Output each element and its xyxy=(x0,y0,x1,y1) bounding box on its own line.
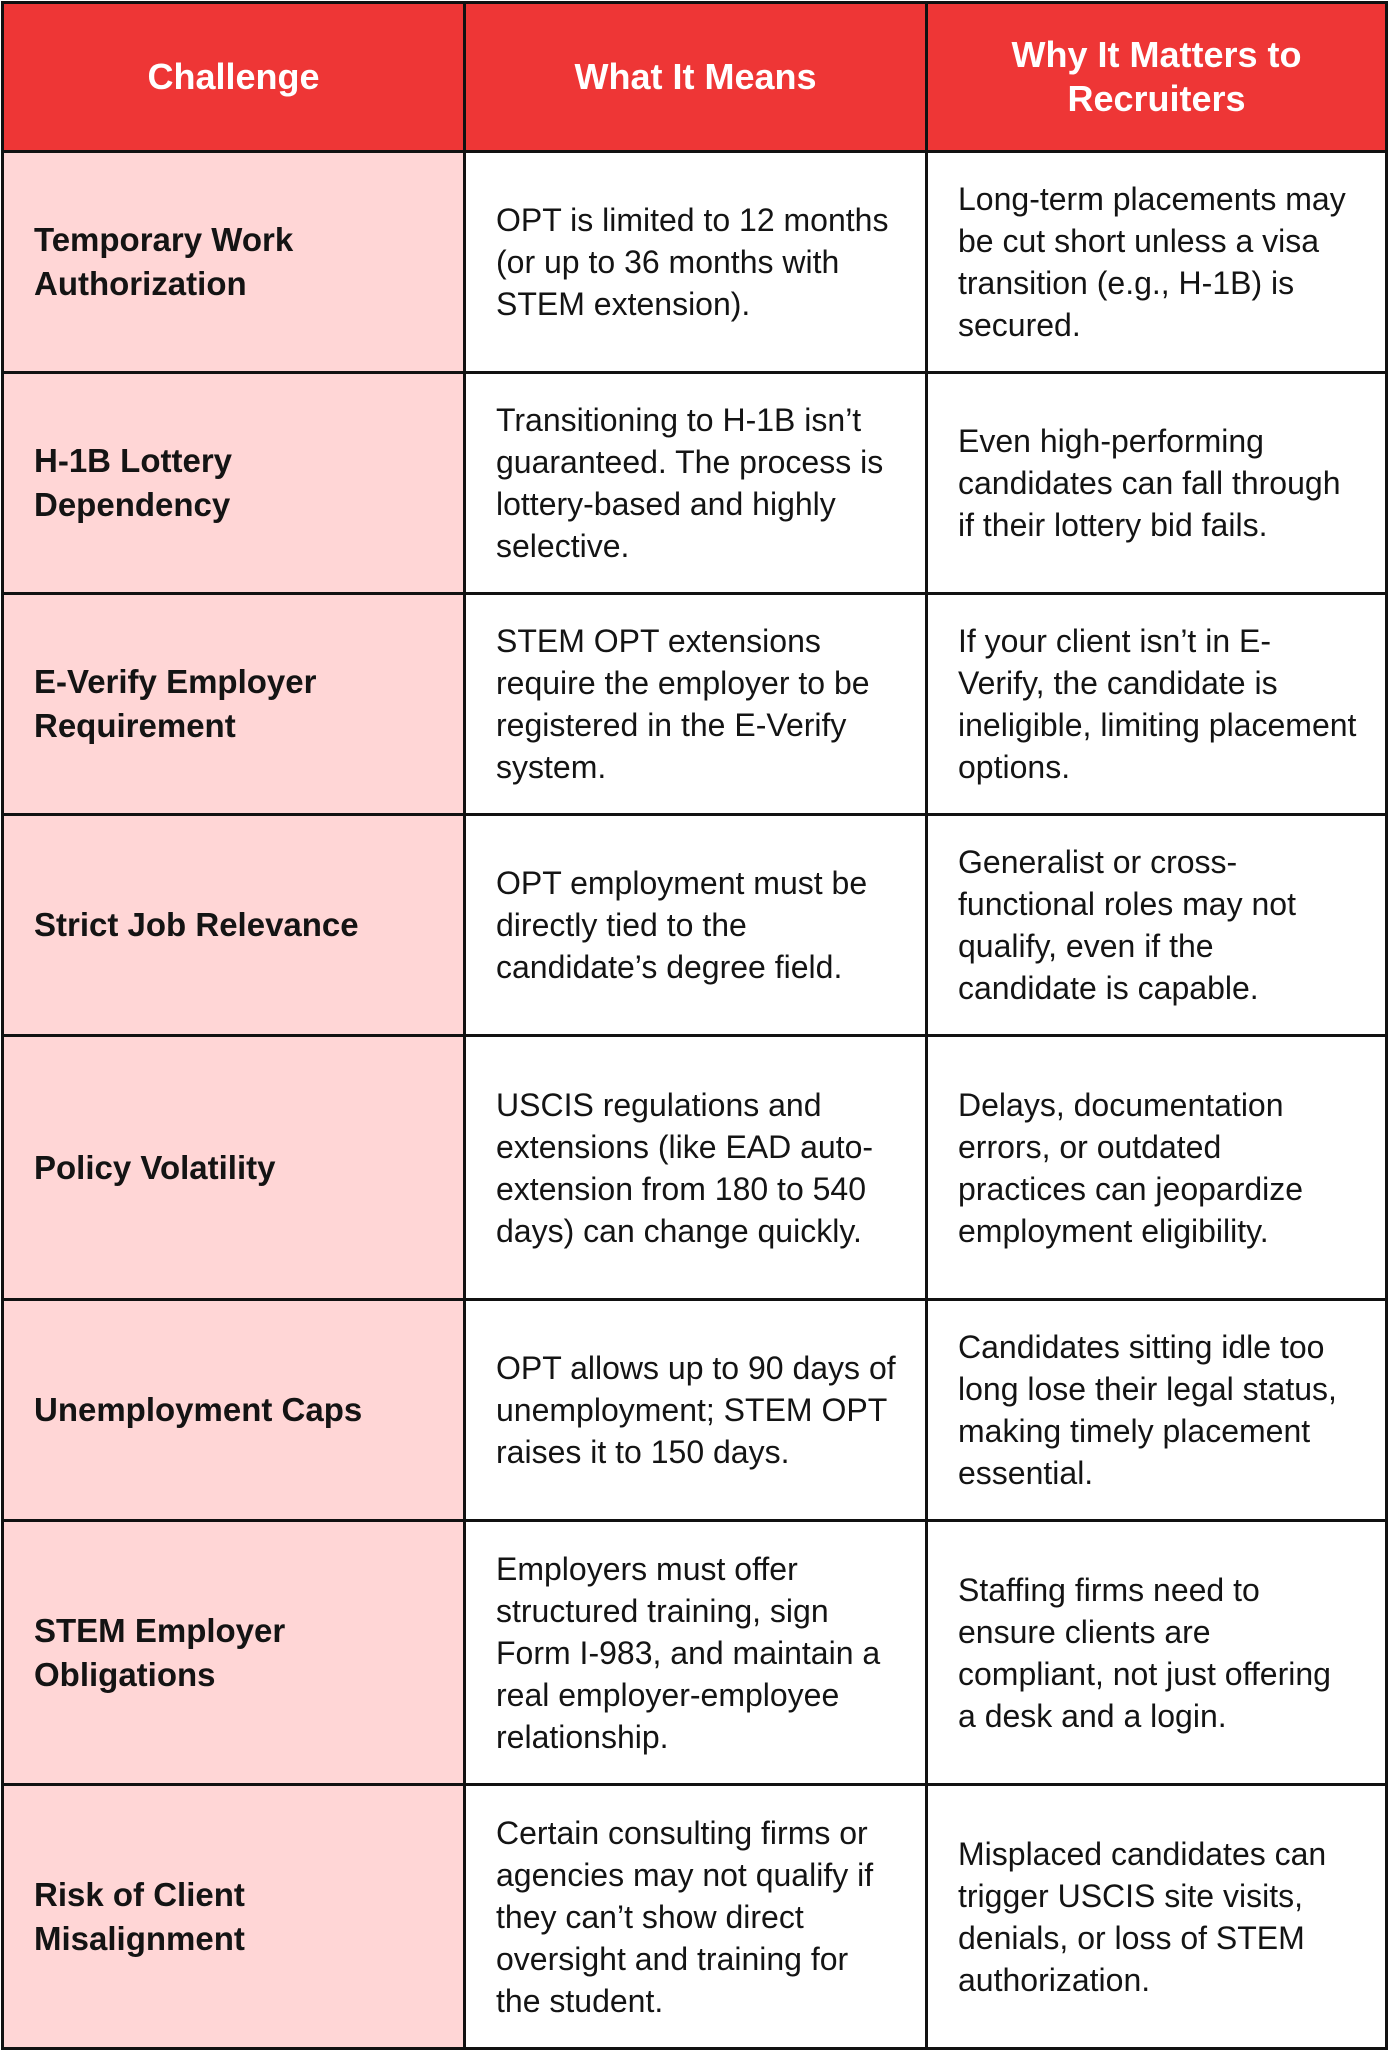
meaning-cell: OPT is limited to 12 months (or up to 36 months with STEM extension). xyxy=(465,152,927,373)
why-cell: Misplaced candidates can trigger USCIS site visits, denials, or loss of STEM authorization. xyxy=(927,1785,1387,2049)
meaning-cell: USCIS regulations and extensions (like EAD auto-extension from 180 to 540 days) can change quickly. xyxy=(465,1036,927,1300)
header-what-it-means: What It Means xyxy=(465,3,927,152)
why-cell: Generalist or cross-functional roles may not qualify, even if the candidate is capable. xyxy=(927,815,1387,1036)
table-body xyxy=(3,152,1387,2049)
why-cell: Staffing firms need to ensure clients are compliant, not just offering a desk and a login. xyxy=(927,1521,1387,1785)
meaning-cell: Certain consulting firms or agencies may not qualify if they can’t show direct oversight and training for the student. xyxy=(465,1785,927,2049)
meaning-cell: OPT employment must be directly tied to the candidate’s degree field. xyxy=(465,815,927,1036)
table-row xyxy=(3,373,1387,594)
meaning-cell: Transitioning to H-1B isn’t guaranteed. The process is lottery-based and highly selective. xyxy=(465,373,927,594)
table-header xyxy=(3,3,1387,152)
challenge-cell: Strict Job Relevance xyxy=(3,815,465,1036)
table-row xyxy=(3,1785,1387,2049)
table-row xyxy=(3,815,1387,1036)
why-cell: Even high-performing candidates can fall through if their lottery bid fails. xyxy=(927,373,1387,594)
meaning-cell: OPT allows up to 90 days of unemployment; STEM OPT raises it to 150 days. xyxy=(465,1300,927,1521)
header-challenge: Challenge xyxy=(3,3,465,152)
challenge-cell: E-Verify Employer Requirement xyxy=(3,594,465,815)
challenge-cell: Unemployment Caps xyxy=(3,1300,465,1521)
challenge-cell: Policy Volatility xyxy=(3,1036,465,1300)
table-row xyxy=(3,594,1387,815)
table-row xyxy=(3,152,1387,373)
challenge-cell: Temporary Work Authorization xyxy=(3,152,465,373)
challenge-cell: STEM Employer Obligations xyxy=(3,1521,465,1785)
why-cell: If your client isn’t in E-Verify, the candidate is ineligible, limiting placement options. xyxy=(927,594,1387,815)
challenge-cell: Risk of Client Misalignment xyxy=(3,1785,465,2049)
why-cell: Delays, documentation errors, or outdated practices can jeopardize employment eligibility. xyxy=(927,1036,1387,1300)
challenge-cell: H-1B Lottery Dependency xyxy=(3,373,465,594)
why-cell: Long-term placements may be cut short unless a visa transition (e.g., H-1B) is secured. xyxy=(927,152,1387,373)
table-row xyxy=(3,1521,1387,1785)
meaning-cell: Employers must offer structured training, sign Form I-983, and maintain a real employer-employee relationship. xyxy=(465,1521,927,1785)
table-row xyxy=(3,1036,1387,1300)
header-row xyxy=(3,3,1387,152)
challenges-table xyxy=(1,1,1388,2050)
meaning-cell: STEM OPT extensions require the employer to be registered in the E-Verify system. xyxy=(465,594,927,815)
table-row xyxy=(3,1300,1387,1521)
header-why-it-matters: Why It Matters to Recruiters xyxy=(927,3,1387,152)
why-cell: Candidates sitting idle too long lose their legal status, making timely placement essential. xyxy=(927,1300,1387,1521)
